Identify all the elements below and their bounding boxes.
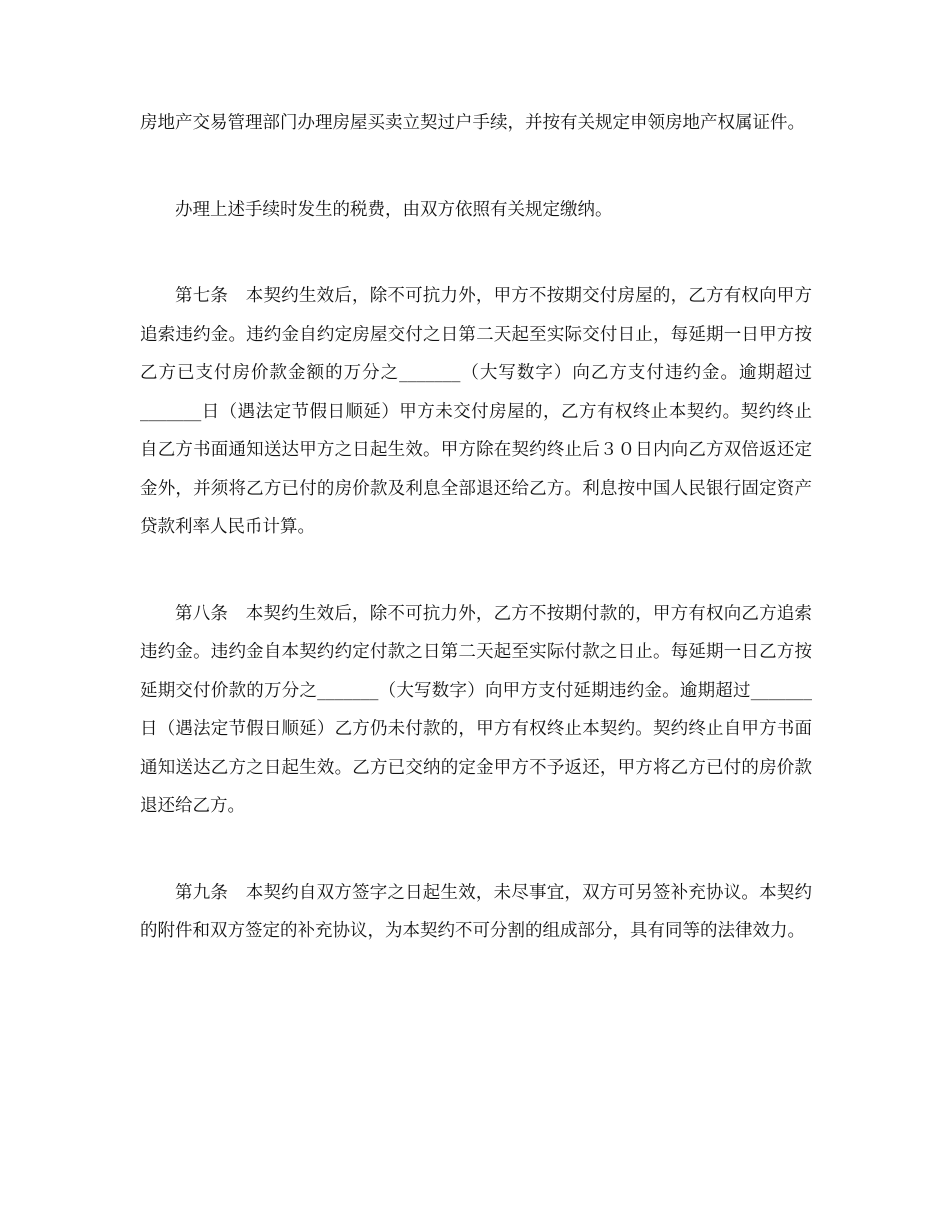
paragraph-continuation: 房地产交易管理部门办理房屋买卖立契过户手续，并按有关规定申领房地产权属证件。	[140, 113, 805, 133]
document-body	[140, 104, 812, 951]
paragraph-article-7: 第七条 本契约生效后，除不可抗力外，甲方不按期交付房屋的，乙方有权向甲方追索违约金。违约金自约定房屋交付之日第二天起至实际交付日止，每延期一日甲方按乙方已支付房价款金额的万分之_______（大写数字）向乙方支付违约金。逾期超过_______日（遇法定节假日顺延）甲方未交付房屋的，乙方有权终止本契约。契约终止自乙方书面通知送达甲方之日起生效。甲方除在契约终止后３０日内向乙方双倍返还定金外，并须将乙方已付的房价款及利息全部退还给乙方。利息按中国人民银行固定资产贷款利率人民币计算。	[140, 286, 812, 537]
paragraph-article-8: 第八条 本契约生效后，除不可抗力外，乙方不按期付款的，甲方有权向乙方追索违约金。违约金自本契约约定付款之日第二天起至实际付款之日止。每延期一日乙方按延期交付价款的万分之_______（大写数字）向甲方支付延期违约金。逾期超过_______日（遇法定节假日顺延）乙方仍未付款的，甲方有权终止本契约。契约终止自甲方书面通知送达乙方之日起生效。乙方已交纳的定金甲方不予返还，甲方将乙方已付的房价款退还给乙方。	[140, 603, 812, 816]
paragraph-tax-fees: 办理上述手续时发生的税费，由双方依照有关规定缴纳。	[175, 199, 613, 220]
paragraph-article-9: 第九条 本契约自双方签字之日起生效，未尽事宜，双方可另签补充协议。本契约的附件和双方签定的补充协议，为本契约不可分割的组成部分，具有同等的法律效力。	[140, 882, 812, 941]
